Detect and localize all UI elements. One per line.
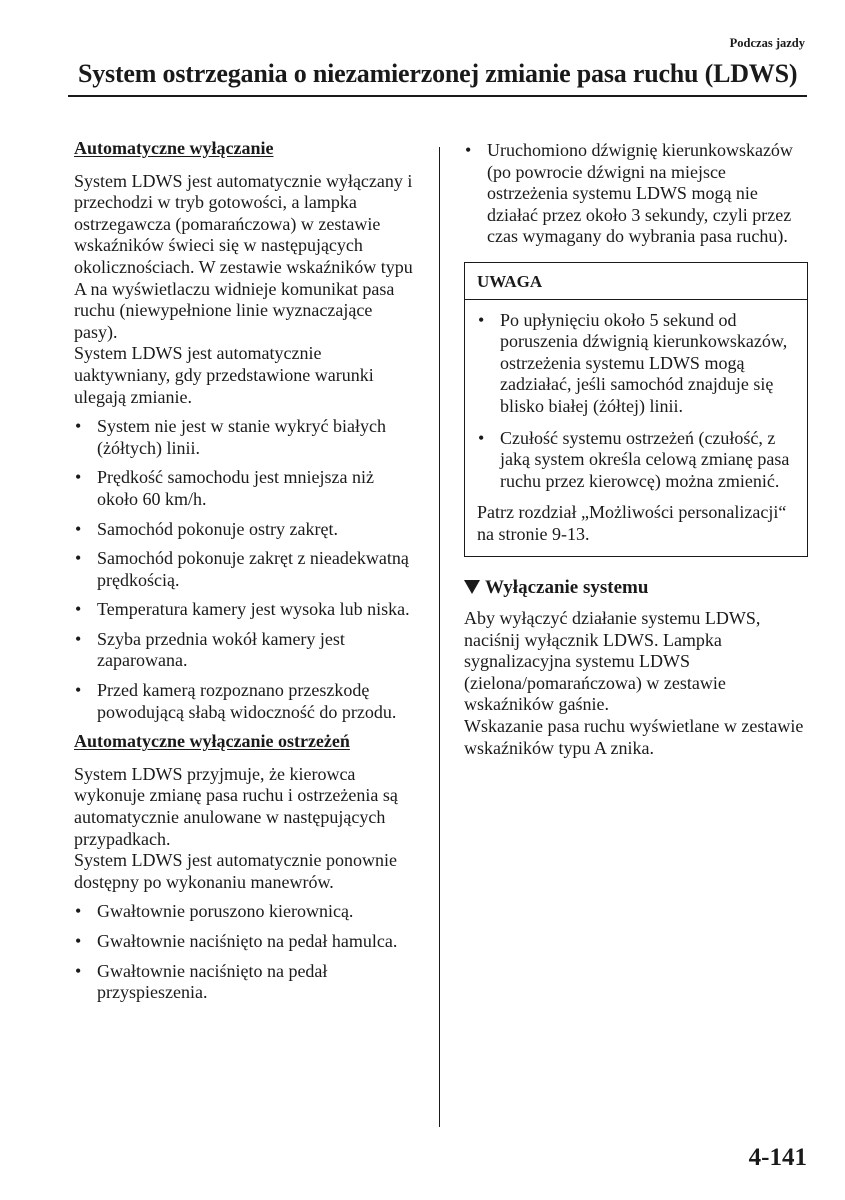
bullet-icon: • (75, 680, 82, 701)
note-box (464, 262, 808, 557)
triangle-down-icon (464, 580, 480, 594)
list-item: • Szyba przednia wokół kamery jest zaparowana. (75, 628, 345, 671)
bullet-icon: • (75, 960, 82, 981)
auto-warn-off-paragraph-2: System LDWS jest automatycznie ponownie dostępny po wykonaniu manewrów. (74, 850, 397, 892)
section-header: Podczas jazdy (729, 36, 805, 50)
auto-off-list (74, 416, 414, 723)
list-item: • Uruchomiono dźwignię kierunkowskazów (po powrocie dźwigni na miejsce ostrzeżenia systemu LDWS mogą nie działać przez około 3 sekundy, czyli przez czas wymagany do wybrania pasa ruchu). (465, 140, 793, 247)
bullet-icon: • (465, 140, 472, 160)
list-item: • System nie jest w stanie wykryć białych (żółtych) linii. (75, 416, 386, 458)
list-item: • Temperatura kamery jest wysoka lub niska. (75, 599, 410, 620)
bullet-icon: • (75, 931, 82, 951)
disable-heading-label: Wyłączanie systemu (485, 576, 649, 598)
bullet-icon: • (75, 416, 82, 437)
list-item: • Czułość systemu ostrzeżeń (czułość, z jaką system określa celową zmianę pasa ruchu przez kierowcę) można zmienić. (478, 427, 790, 491)
bullet-icon: • (75, 628, 82, 649)
auto-warn-off-paragraph-1: System LDWS przyjmuje, że kierowca wykonuje zmianę pasa ruchu i ostrzeżenia są automatycznie anulowane w następujących przypadkach. (74, 763, 398, 849)
bullet-icon: • (75, 901, 82, 922)
auto-off-heading: Automatyczne wyłączanie (74, 138, 274, 158)
bullet-icon: • (75, 599, 82, 620)
disable-paragraph-1: Aby wyłączyć działanie systemu LDWS, naciśnij wyłącznik LDWS. Lampka sygnalizacyjna systemu LDWS (zielona/pomarańczowa) w zestawie wskaźników gaśnie. (464, 608, 761, 715)
list-item: • Samochód pokonuje ostry zakręt. (75, 518, 338, 539)
bullet-icon: • (75, 518, 82, 539)
title-rule (68, 95, 807, 97)
column-divider (439, 147, 440, 1127)
bullet-icon: • (478, 309, 485, 330)
note-list (477, 310, 795, 493)
bullet-icon: • (478, 427, 485, 448)
left-column (74, 138, 414, 1012)
disable-paragraph-2: Wskazanie pasa ruchu wyświetlane w zestawie wskaźników typu A znika. (464, 716, 804, 758)
continued-list (464, 140, 804, 248)
note-heading: UWAGA (465, 263, 807, 300)
list-item: • Przed kamerą rozpoznano przeszkodę powodującą słabą widoczność do przodu. (75, 680, 397, 722)
note-reference: Patrz rozdział „Możliwości personalizacji“ na stronie 9-13. (477, 502, 787, 544)
page-number: 4-141 (748, 1144, 807, 1171)
list-item: • Po upłynięciu około 5 sekund od poruszenia dźwignią kierunkowskazów, ostrzeżenia systemu LDWS mogą zadziałać, jeśli samochód znajduje się blisko białej (żółtej) linii. (478, 309, 788, 416)
auto-off-paragraph-2: System LDWS jest automatycznie uaktywniany, gdy przedstawione warunki ulegają zmianie. (74, 343, 374, 407)
disable-heading (464, 577, 804, 599)
list-item: • Gwałtownie poruszono kierownicą. (75, 901, 354, 922)
bullet-icon: • (75, 548, 82, 569)
auto-warn-off-list (74, 901, 414, 1003)
auto-warn-off-heading: Automatyczne wyłączanie ostrzeżeń (74, 731, 350, 752)
auto-off-paragraph-1: System LDWS jest automatycznie wyłączany i przechodzi w tryb gotowości, a lampka ostrzegawcza (pomarańczowa) w zestawie wskaźników świeci się w następujących okolicznościach. W zestawie wskaźników typu A na wyświetlaczu widnieje komunikat pasa ruchu (niewypełnione linie wyznaczające pasy). (74, 170, 413, 342)
note-body (465, 300, 807, 556)
list-item: • Gwałtownie naciśnięto na pedał przyspieszenia. (75, 960, 328, 1003)
bullet-icon: • (75, 467, 82, 488)
list-item: • Samochód pokonuje zakręt z nieadekwatną prędkością. (75, 548, 409, 590)
right-column (464, 138, 804, 759)
page-title: System ostrzegania o niezamierzonej zmianie pasa ruchu (LDWS) (78, 59, 798, 88)
list-item: • Prędkość samochodu jest mniejsza niż około 60 km/h. (75, 467, 374, 509)
list-item: • Gwałtownie naciśnięto na pedał hamulca. (75, 931, 398, 951)
